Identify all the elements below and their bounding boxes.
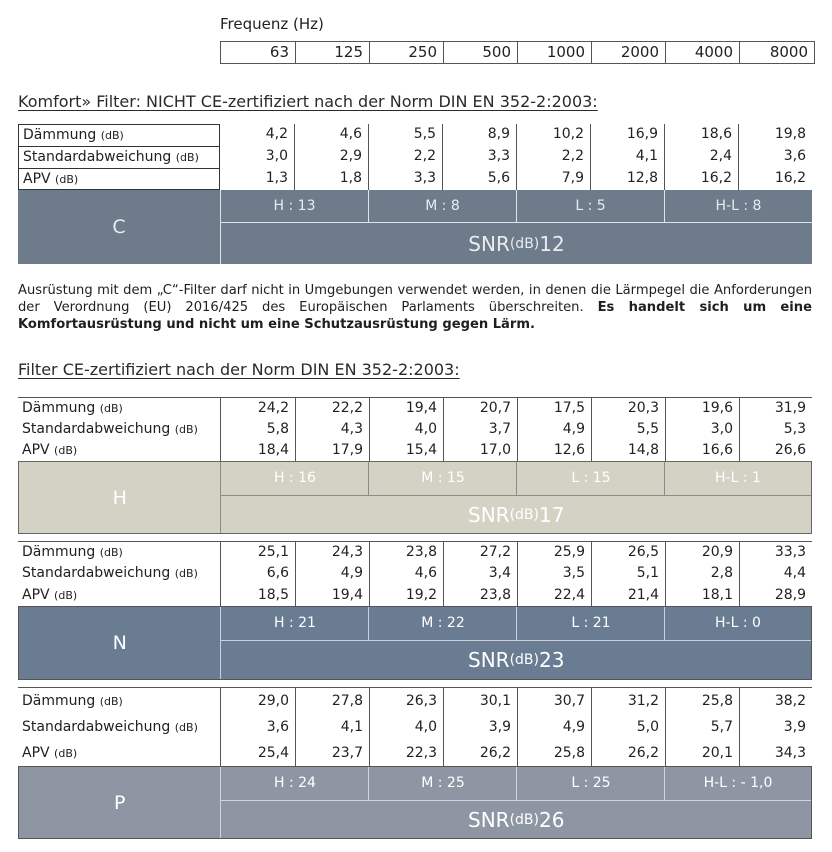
value-cell: 30,7 xyxy=(518,688,592,714)
value-cell: 3,5 xyxy=(518,563,592,584)
snr-value: SNR (dB) 17 xyxy=(220,496,811,533)
level-h: H : 24 xyxy=(220,767,369,800)
class-label: N xyxy=(112,632,127,654)
row-label: APV (dB) xyxy=(18,168,220,190)
class-band-h xyxy=(18,461,812,534)
value-cell: 8,9 xyxy=(443,124,517,146)
value-cell: 18,4 xyxy=(221,440,296,461)
class-band-c xyxy=(18,190,812,264)
frequency-cell: 1000 xyxy=(518,42,592,63)
comfort-filter-notice: Ausrüstung mit dem „C“-Filter darf nicht in Umgebungen verwendet werden, in denen die Lärmpegel die Anforderungen der Verordnung (EU) 2016/425 des Europäischen Parlaments überschreiten. Es handelt sich um eine Komfortausrüstung und nicht um eine Schutzausrüstung gegen Lärm. xyxy=(18,283,812,332)
row-label: Dämmung (dB) xyxy=(18,124,220,146)
row-label: APV (dB) xyxy=(22,442,78,458)
level-m: M : 22 xyxy=(369,607,517,640)
value-cell: 25,8 xyxy=(666,688,740,714)
value-cell: 16,2 xyxy=(665,168,739,190)
std-deviation-row xyxy=(18,146,812,168)
value-cell: 31,9 xyxy=(774,400,806,416)
row-label: Dämmung (dB) xyxy=(22,544,123,560)
level-m: M : 15 xyxy=(369,462,517,495)
value-cell: 3,7 xyxy=(444,419,518,440)
row-label: Standardabweichung (dB) xyxy=(22,565,198,581)
level-h: H : 13 xyxy=(220,190,369,222)
value-cell: 31,2 xyxy=(592,688,666,714)
value-cell: 4,0 xyxy=(370,714,444,740)
value-cell: 23,7 xyxy=(296,740,370,766)
apv-row xyxy=(18,168,812,190)
comfort-filter-heading: Komfort» Filter: NICHT CE-zertifiziert nach der Norm DIN EN 352-2:2003: xyxy=(18,92,598,111)
value-cell: 19,4 xyxy=(296,584,370,606)
std-deviation-row xyxy=(18,419,812,440)
value-cell: 26,6 xyxy=(774,442,806,458)
value-cell: 1,8 xyxy=(295,168,369,190)
value-cell: 4,9 xyxy=(518,714,592,740)
value-cell: 38,2 xyxy=(774,693,806,709)
value-cell: 4,1 xyxy=(591,146,665,168)
level-h: H : 21 xyxy=(220,607,369,640)
attenuation-row xyxy=(18,542,812,563)
value-cell: 3,3 xyxy=(443,146,517,168)
value-cell: 14,8 xyxy=(592,440,666,461)
level-hl: H-L : 1 xyxy=(715,470,761,486)
value-cell: 19,4 xyxy=(370,398,444,419)
value-cell: 5,5 xyxy=(369,124,443,146)
value-cell: 2,2 xyxy=(517,146,591,168)
value-cell: 24,3 xyxy=(296,542,370,563)
snr-value: SNR (dB) 12 xyxy=(220,223,812,264)
row-label: Standardabweichung (dB) xyxy=(22,719,198,735)
filter-table-h xyxy=(18,397,812,534)
value-cell: 5,0 xyxy=(592,714,666,740)
value-cell: 17,0 xyxy=(444,440,518,461)
value-cell: 3,3 xyxy=(369,168,443,190)
value-cell: 2,9 xyxy=(295,146,369,168)
frequency-header-row xyxy=(220,41,815,64)
comfort-filter-table xyxy=(18,124,812,264)
value-cell: 3,0 xyxy=(220,146,295,168)
row-label: Dämmung (dB) xyxy=(22,400,123,416)
value-cell: 23,8 xyxy=(370,542,444,563)
value-cell: 25,1 xyxy=(221,542,296,563)
value-cell: 5,6 xyxy=(443,168,517,190)
level-m: M : 8 xyxy=(369,190,517,222)
value-cell: 26,5 xyxy=(592,542,666,563)
level-l: L : 21 xyxy=(517,607,665,640)
apv-row xyxy=(18,440,812,461)
level-hl: H-L : 8 xyxy=(715,198,762,214)
row-label: Standardabweichung (dB) xyxy=(18,146,220,168)
class-band-p xyxy=(18,766,812,839)
value-cell: 28,9 xyxy=(774,587,806,603)
value-cell: 4,3 xyxy=(296,419,370,440)
value-cell: 34,3 xyxy=(774,745,806,761)
value-cell: 29,0 xyxy=(221,688,296,714)
value-cell: 18,6 xyxy=(665,124,739,146)
value-cell: 4,6 xyxy=(295,124,369,146)
certified-filter-heading: Filter CE-zertifiziert nach der Norm DIN EN 352-2:2003: xyxy=(18,360,460,379)
value-cell: 27,2 xyxy=(444,542,518,563)
value-cell: 10,2 xyxy=(517,124,591,146)
value-cell: 25,8 xyxy=(518,740,592,766)
value-cell: 3,6 xyxy=(221,714,296,740)
value-cell: 23,8 xyxy=(444,584,518,606)
value-cell: 26,2 xyxy=(444,740,518,766)
value-cell: 24,2 xyxy=(221,398,296,419)
row-label: APV (dB) xyxy=(22,745,78,761)
value-cell: 26,2 xyxy=(592,740,666,766)
value-cell: 4,0 xyxy=(370,419,444,440)
value-cell: 19,8 xyxy=(774,126,806,142)
value-cell: 22,2 xyxy=(296,398,370,419)
value-cell: 25,9 xyxy=(518,542,592,563)
level-l: L : 15 xyxy=(517,462,665,495)
attenuation-row xyxy=(18,398,812,419)
value-cell: 2,4 xyxy=(665,146,739,168)
class-band-n xyxy=(18,606,812,680)
value-cell: 2,8 xyxy=(666,563,740,584)
value-cell: 5,3 xyxy=(783,421,806,437)
value-cell: 4,9 xyxy=(296,563,370,584)
value-cell: 5,1 xyxy=(592,563,666,584)
level-l: L : 5 xyxy=(517,190,665,222)
value-cell: 22,4 xyxy=(518,584,592,606)
value-cell: 26,3 xyxy=(370,688,444,714)
value-cell: 15,4 xyxy=(370,440,444,461)
value-cell: 27,8 xyxy=(296,688,370,714)
snr-value: SNR (dB) 23 xyxy=(220,641,811,679)
value-cell: 20,7 xyxy=(444,398,518,419)
value-cell: 17,9 xyxy=(296,440,370,461)
value-cell: 5,5 xyxy=(592,419,666,440)
value-cell: 5,8 xyxy=(221,419,296,440)
value-cell: 20,3 xyxy=(592,398,666,419)
value-cell: 3,6 xyxy=(783,148,806,164)
frequency-cell: 125 xyxy=(296,42,370,63)
value-cell: 33,3 xyxy=(774,544,806,560)
class-label: C xyxy=(112,216,126,238)
filter-table-n xyxy=(18,541,812,680)
row-label: Standardabweichung (dB) xyxy=(22,421,198,437)
row-label: Dämmung (dB) xyxy=(22,693,123,709)
value-cell: 18,5 xyxy=(221,584,296,606)
value-cell: 12,8 xyxy=(591,168,665,190)
value-cell: 17,5 xyxy=(518,398,592,419)
value-cell: 3,4 xyxy=(444,563,518,584)
level-hl: H-L : 0 xyxy=(715,615,761,631)
level-h: H : 16 xyxy=(220,462,369,495)
attenuation-row xyxy=(18,688,812,714)
value-cell: 1,3 xyxy=(220,168,295,190)
value-cell: 4,6 xyxy=(370,563,444,584)
value-cell: 6,6 xyxy=(221,563,296,584)
value-cell: 12,6 xyxy=(518,440,592,461)
value-cell: 4,1 xyxy=(296,714,370,740)
frequency-cell: 500 xyxy=(444,42,518,63)
value-cell: 22,3 xyxy=(370,740,444,766)
value-cell: 2,2 xyxy=(369,146,443,168)
frequency-cell: 4000 xyxy=(666,42,740,63)
frequency-label: Frequenz (Hz) xyxy=(220,15,324,33)
level-hl: H-L : - 1,0 xyxy=(703,775,773,791)
apv-row xyxy=(18,584,812,606)
level-l: L : 25 xyxy=(517,767,665,800)
std-deviation-row xyxy=(18,714,812,740)
frequency-cell: 2000 xyxy=(592,42,666,63)
class-label: H xyxy=(112,486,127,509)
class-label: P xyxy=(114,791,126,814)
value-cell: 18,1 xyxy=(666,584,740,606)
row-label: APV (dB) xyxy=(22,587,78,603)
value-cell: 5,7 xyxy=(666,714,740,740)
value-cell: 19,6 xyxy=(666,398,740,419)
frequency-cell: 63 xyxy=(221,42,296,63)
value-cell: 3,0 xyxy=(666,419,740,440)
value-cell: 4,9 xyxy=(518,419,592,440)
value-cell: 20,1 xyxy=(666,740,740,766)
value-cell: 21,4 xyxy=(592,584,666,606)
value-cell: 3,9 xyxy=(783,719,806,735)
value-cell: 16,6 xyxy=(666,440,740,461)
frequency-cell: 8000 xyxy=(769,43,808,61)
value-cell: 16,9 xyxy=(591,124,665,146)
value-cell: 4,4 xyxy=(783,565,806,581)
filter-table-p xyxy=(18,687,812,839)
snr-value: SNR (dB) 26 xyxy=(220,801,811,838)
value-cell: 20,9 xyxy=(666,542,740,563)
value-cell: 16,2 xyxy=(774,170,806,186)
value-cell: 3,9 xyxy=(444,714,518,740)
value-cell: 30,1 xyxy=(444,688,518,714)
apv-row xyxy=(18,740,812,766)
frequency-cell: 250 xyxy=(370,42,444,63)
value-cell: 25,4 xyxy=(221,740,296,766)
std-deviation-row xyxy=(18,563,812,584)
value-cell: 4,2 xyxy=(220,124,295,146)
level-m: M : 25 xyxy=(369,767,517,800)
value-cell: 19,2 xyxy=(370,584,444,606)
attenuation-row xyxy=(18,124,812,146)
value-cell: 7,9 xyxy=(517,168,591,190)
